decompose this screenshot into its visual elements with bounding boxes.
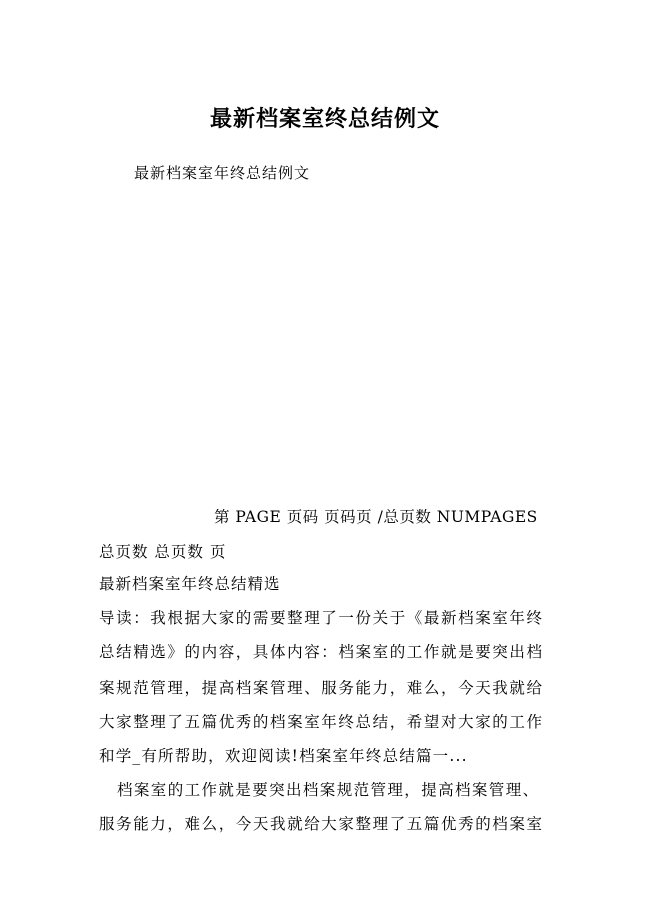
page-count-field: 总页数 总页数 页: [99, 543, 227, 561]
document-title: 最新档案室终总结例文: [209, 107, 440, 132]
document-subtitle: 最新档案室年终总结例文: [134, 164, 311, 182]
body-line: 服务能力，难么，今天我就给大家整理了五篇优秀的档案室: [99, 815, 544, 833]
body-line: 和学_有所帮助，欢迎阅读!档案室年终总结篇一...: [99, 747, 468, 765]
body-line: 案规范管理，提高档案管理、服务能力，难么，今天我就给: [99, 679, 544, 697]
body-line: 档案室的工作就是要突出档案规范管理，提高档案管理、: [117, 781, 540, 799]
page-number-field: 第 PAGE 页码 页码页 /总页数 NUMPAGES: [214, 508, 538, 526]
body-line: 大家整理了五篇优秀的档案室年终总结，希望对大家的工作: [99, 713, 544, 731]
body-line: 总结精选》的内容，具体内容：档案室的工作就是要突出档: [99, 643, 544, 661]
section-heading: 最新档案室年终总结精选: [99, 575, 281, 593]
body-line: 导读：我根据大家的需要整理了一份关于《最新档案室年终: [99, 609, 544, 627]
